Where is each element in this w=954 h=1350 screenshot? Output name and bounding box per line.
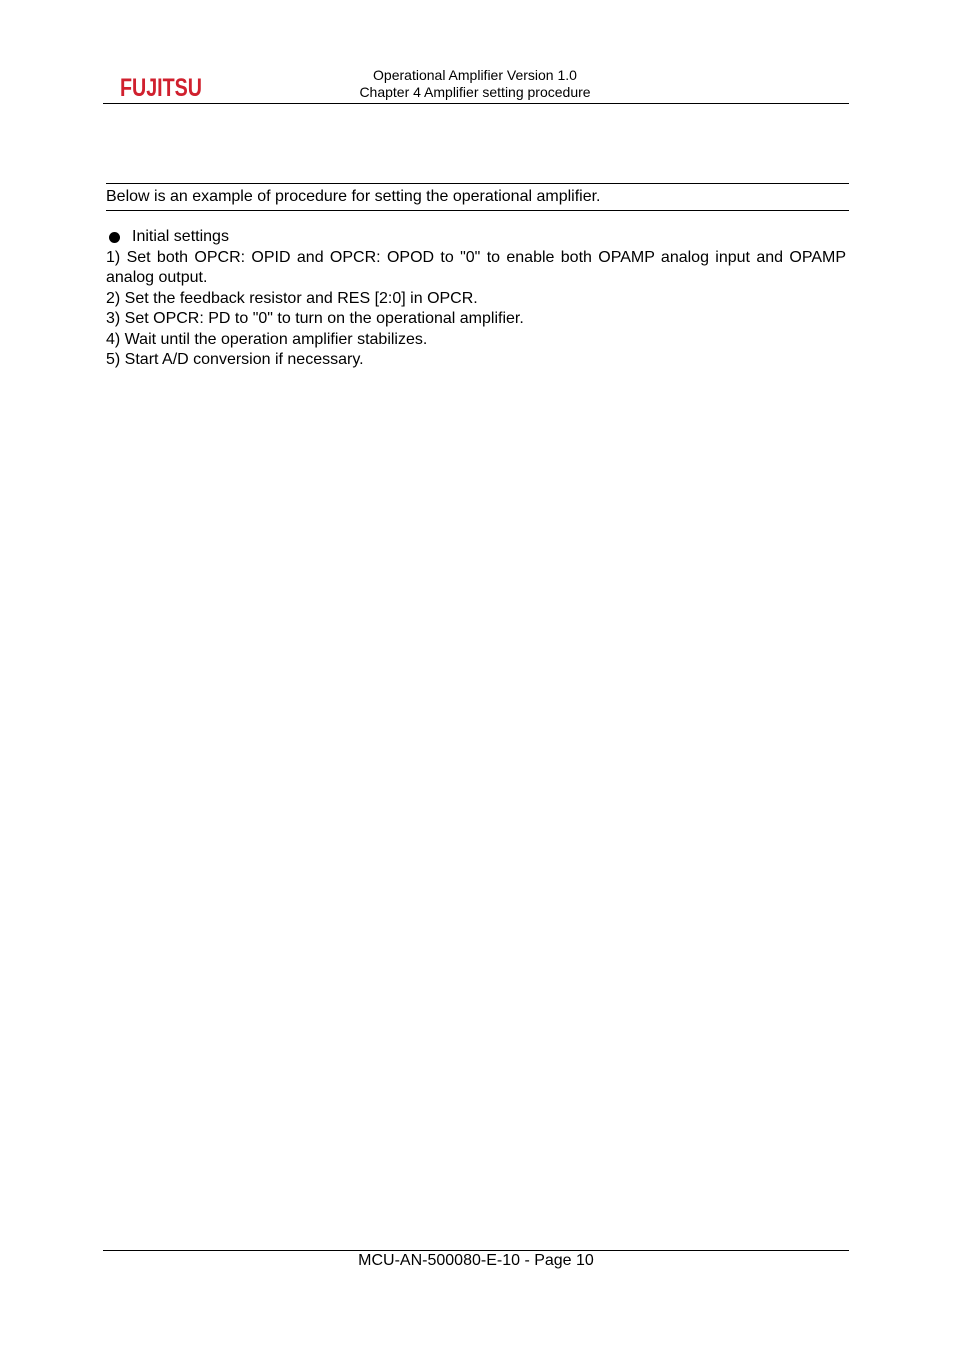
fujitsu-logo-mark xyxy=(120,68,204,102)
section-heading-text: Initial settings xyxy=(132,228,229,245)
step-2: 2) Set the feedback resistor and RES [2:0] in OPCR. xyxy=(106,289,478,307)
bullet-icon xyxy=(109,232,120,243)
svg-text:FUJITSU: FUJITSU xyxy=(120,74,202,102)
step-3: 3) Set OPCR: PD to "0" to turn on the operational amplifier. xyxy=(106,310,524,327)
step-1: 1) Set both OPCR: OPID and OPCR: OPOD to "0" to enable both OPAMP analog input and OPAMP analog output. xyxy=(106,248,846,286)
procedure-section xyxy=(106,227,846,371)
intro-text: Below is an example of procedure for setting the operational amplifier. xyxy=(106,188,601,205)
fujitsu-logo xyxy=(120,68,204,102)
chapter-title: Chapter 4 Amplifier setting procedure xyxy=(359,84,591,100)
step-5: 5) Start A/D conversion if necessary. xyxy=(106,351,364,368)
document-title: Operational Amplifier Version 1.0 xyxy=(373,67,577,83)
intro-box xyxy=(106,183,849,211)
page-footer: MCU-AN-500080-E-10 - Page 10 xyxy=(358,1252,594,1269)
header-divider xyxy=(103,103,849,104)
step-4: 4) Wait until the operation amplifier stabilizes. xyxy=(106,330,428,348)
header-titles xyxy=(330,67,620,101)
section-heading xyxy=(106,227,846,248)
